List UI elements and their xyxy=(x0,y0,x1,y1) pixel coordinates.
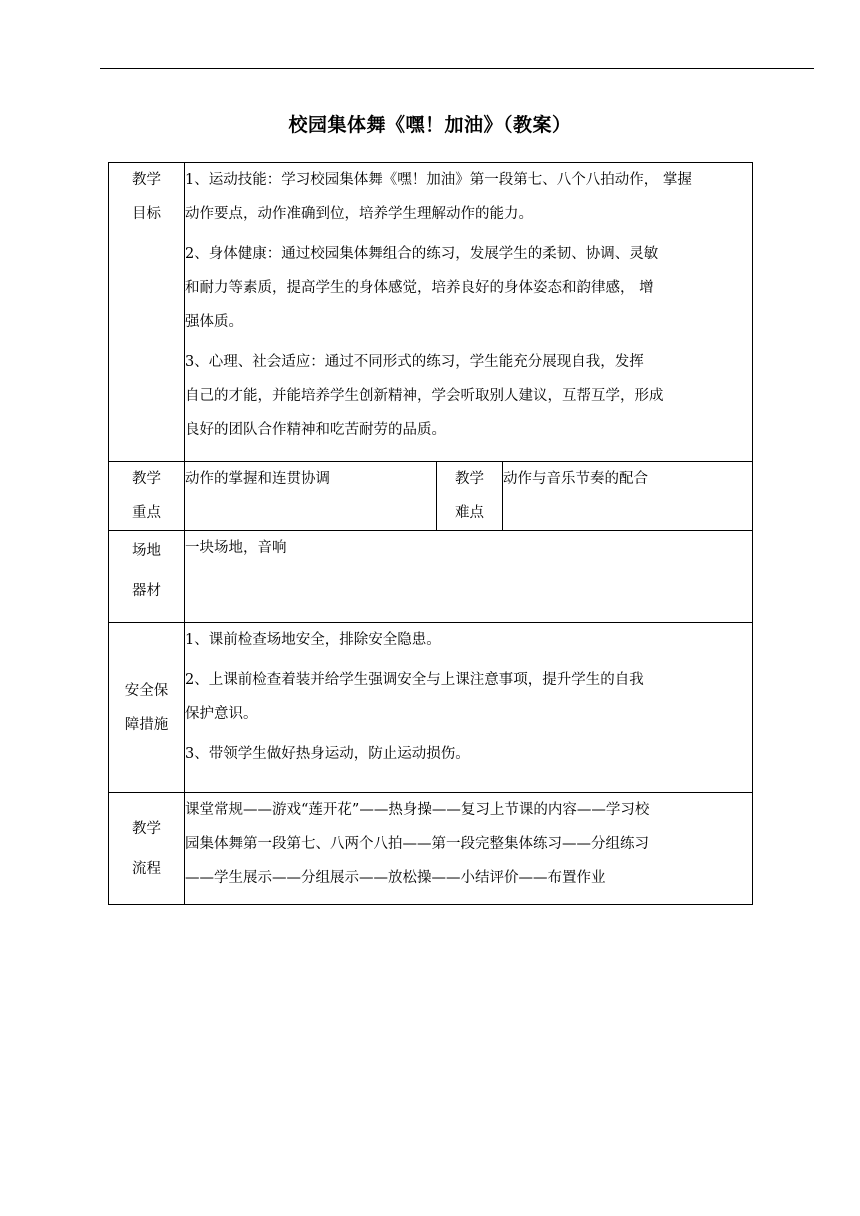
process-line: 课堂常规——游戏“莲开花”——热身操——复习上节课的内容——学习校 xyxy=(185,802,650,818)
difficulties-label xyxy=(437,462,503,531)
row-venue xyxy=(109,531,753,623)
safety-item xyxy=(185,663,752,731)
venue-label-line1: 场地 xyxy=(132,543,161,559)
process-line: ——学生展示——分组展示——放松操——小结评价——布置作业 xyxy=(185,870,606,886)
difficulties-content: 动作与音乐节奏的配合 xyxy=(503,462,753,531)
safety-line: 1、课前检查场地安全，排除安全隐患。 xyxy=(185,632,441,648)
safety-label-line2: 障措施 xyxy=(124,716,169,733)
keypoints-content: 动作的掌握和连贯协调 xyxy=(185,462,437,531)
objectives-label-line2: 目标 xyxy=(132,206,161,222)
objective-line: 动作要点，动作准确到位，培养学生理解动作的能力。 xyxy=(185,206,533,222)
keypoints-label-line1: 教学 xyxy=(132,471,161,487)
objective-line: 3、心理、社会适应：通过不同形式的练习，学生能充分展现自我，发挥 xyxy=(185,354,644,370)
row-keypoints xyxy=(109,462,753,531)
objective-item xyxy=(185,237,752,339)
row-safety xyxy=(109,623,753,793)
objectives-content xyxy=(185,163,753,462)
row-objectives xyxy=(109,163,753,462)
objective-item xyxy=(185,345,752,447)
venue-content: 一块场地，音响 xyxy=(185,531,753,623)
difficulties-label-line1: 教学 xyxy=(455,471,484,487)
difficulties-label-line2: 难点 xyxy=(455,505,484,521)
safety-item xyxy=(185,737,752,771)
process-label-line1: 教学 xyxy=(132,820,161,837)
objective-line: 1、运动技能：学习校园集体舞《嘿！加油》第一段第七、八个八拍动作， 掌握 xyxy=(185,172,692,188)
keypoints-label-line2: 重点 xyxy=(132,505,161,521)
process-label xyxy=(109,793,185,905)
venue-label xyxy=(109,531,185,623)
objective-item xyxy=(185,163,752,231)
objective-line: 2、身体健康：通过校园集体舞组合的练习，发展学生的柔韧、协调、灵敏 xyxy=(185,246,659,262)
process-text xyxy=(185,793,752,895)
safety-line: 保护意识。 xyxy=(185,706,258,722)
document-title: 校园集体舞《嘿！加油》（教案） xyxy=(288,114,572,136)
keypoints-label xyxy=(109,462,185,531)
safety-line: 3、带领学生做好热身运动，防止运动损伤。 xyxy=(185,746,470,762)
objectives-label xyxy=(109,163,185,462)
objective-line: 和耐力等素质，提高学生的身体感觉，培养良好的身体姿态和韵律感， 增 xyxy=(185,280,654,296)
header-rule xyxy=(100,68,814,69)
objectives-label-line1: 教学 xyxy=(132,172,161,188)
safety-label-line1: 安全保 xyxy=(124,682,169,699)
objective-line: 良好的团队合作精神和吃苦耐劳的品质。 xyxy=(185,422,446,438)
safety-item xyxy=(185,623,752,657)
safety-content xyxy=(185,623,753,793)
safety-label xyxy=(109,623,185,793)
process-line: 园集体舞第一段第七、八两个八拍——第一段完整集体练习——分组练习 xyxy=(185,836,649,852)
lesson-plan-table xyxy=(108,162,753,905)
objective-line: 自己的才能，并能培养学生创新精神，学会听取别人建议，互帮互学，形成 xyxy=(185,388,664,404)
row-process xyxy=(109,793,753,905)
venue-label-line2: 器材 xyxy=(132,583,161,599)
process-content xyxy=(185,793,753,905)
process-label-line2: 流程 xyxy=(132,860,161,877)
objective-line: 强体质。 xyxy=(185,314,243,330)
safety-line: 2、上课前检查着装并给学生强调安全与上课注意事项，提升学生的自我 xyxy=(185,672,644,688)
